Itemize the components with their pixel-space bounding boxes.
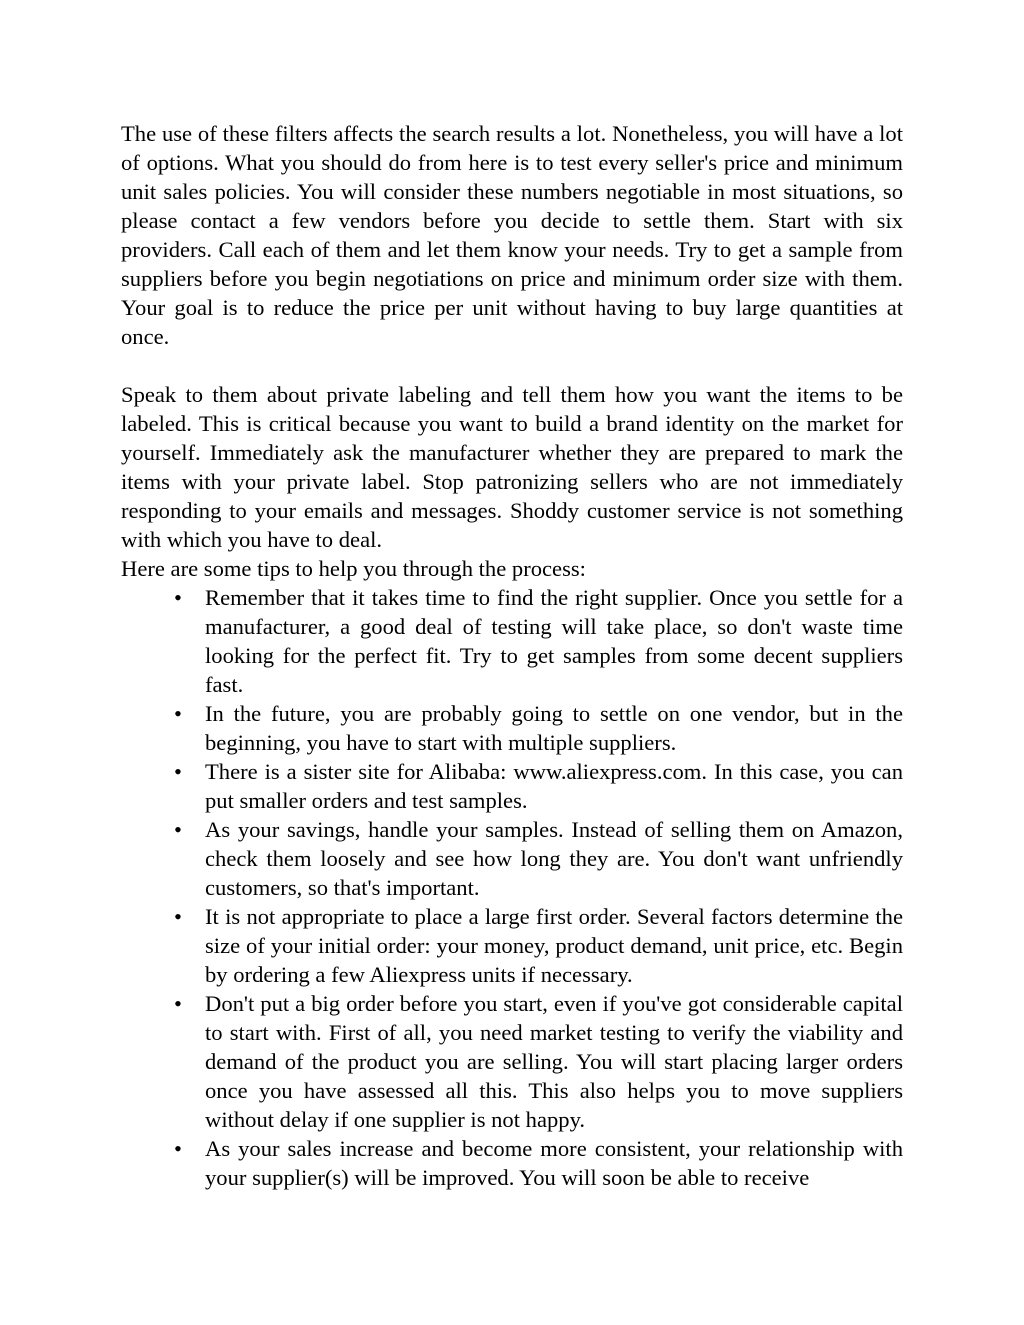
bullet-icon: • bbox=[174, 904, 182, 929]
list-item bbox=[121, 699, 903, 757]
list-item-text: As your savings, handle your samples. Instead of selling them on Amazon, check them loosely and see how long they are. You don't want unfriendly customers, so that's important. bbox=[205, 817, 903, 900]
list-item bbox=[121, 583, 903, 699]
bullet-icon: • bbox=[174, 1136, 182, 1161]
paragraph-private-labeling: Speak to them about private labeling and tell them how you want the items to be labeled. This is critical because you want to build a brand identity on the market for yourself. Immediately ask the manufacturer whether they are prepared to mark the items with your private label. Stop patronizing sellers who are not immediately responding to your emails and messages. Shoddy customer service is not something with which you have to deal. bbox=[121, 382, 903, 552]
bullet-icon: • bbox=[174, 759, 182, 784]
paragraph-gap bbox=[121, 351, 903, 380]
list-item bbox=[121, 902, 903, 989]
list-item-text: There is a sister site for Alibaba: www.aliexpress.com. In this case, you can put smaller orders and test samples. bbox=[205, 759, 903, 813]
bullet-icon: • bbox=[174, 701, 182, 726]
document-page bbox=[121, 119, 903, 1192]
list-item-text: As your sales increase and become more consistent, your relationship with your supplier(s) will be improved. You will soon be able to receive bbox=[205, 1136, 903, 1190]
list-item bbox=[121, 989, 903, 1134]
list-item bbox=[121, 1134, 903, 1192]
tips-list bbox=[121, 583, 903, 1192]
list-item-text: It is not appropriate to place a large first order. Several factors determine the size of your initial order: your money, product demand, unit price, etc. Begin by ordering a few Aliexpress units if necessary. bbox=[205, 904, 903, 987]
list-item bbox=[121, 815, 903, 902]
list-item-text: Remember that it takes time to find the right supplier. Once you settle for a manufacturer, a good deal of testing will take place, so don't waste time looking for the perfect fit. Try to get samples from some decent suppliers fast. bbox=[205, 585, 903, 697]
tips-intro: Here are some tips to help you through the process: bbox=[121, 556, 586, 581]
paragraph-filters: The use of these filters affects the search results a lot. Nonetheless, you will have a lot of options. What you should do from here is to test every seller's price and minimum unit sales policies. You will consider these numbers negotiable in most situations, so please contact a few vendors before you decide to settle them. Start with six providers. Call each of them and let them know your needs. Try to get a sample from suppliers before you begin negotiations on price and minimum order size with them. Your goal is to reduce the price per unit without having to buy large quantities at once. bbox=[121, 121, 903, 349]
list-item bbox=[121, 757, 903, 815]
list-item-text: Don't put a big order before you start, even if you've got considerable capital to start with. First of all, you need market testing to verify the viability and demand of the product you are selling. You will start placing larger orders once you have assessed all this. This also helps you to move suppliers without delay if one supplier is not happy. bbox=[205, 991, 903, 1132]
bullet-icon: • bbox=[174, 585, 182, 610]
list-item-text: In the future, you are probably going to settle on one vendor, but in the beginning, you have to start with multiple suppliers. bbox=[205, 701, 903, 755]
bullet-icon: • bbox=[174, 991, 182, 1016]
bullet-icon: • bbox=[174, 817, 182, 842]
